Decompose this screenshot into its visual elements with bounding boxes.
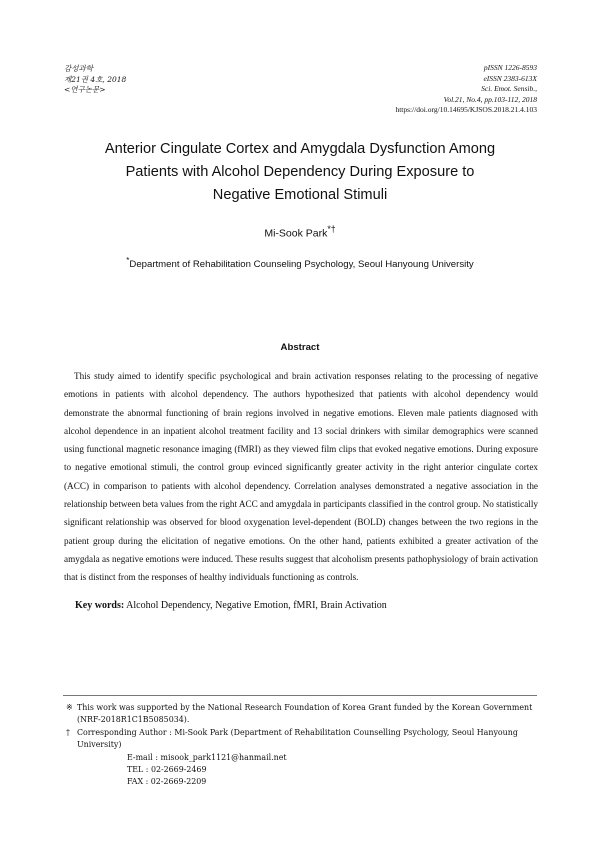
affiliation-text: Department of Rehabilitation Counseling Psychology, Seoul Hanyoung University [129,259,474,271]
title-line-3: Negative Emotional Stimuli [212,187,388,203]
title-line-1: Anterior Cingulate Cortex and Amygdala Dysfunction Among [104,141,496,157]
author-name: Mi-Sook Park [264,227,328,240]
abstract-heading: Abstract [280,342,320,353]
title-line-2: Patients with Alcohol Dependency During Exposure to [125,164,475,180]
paper-title [60,138,540,207]
corresponding-tel: TEL : 02-2669-2469 [127,765,207,775]
journal-name-kr: 감성과학 [64,64,93,73]
journal-volume-kr: 제21권 4호, 2018 [64,74,127,84]
keywords-text: Alcohol Dependency, Negative Emotion, fMRI, Brain Activation [126,600,387,611]
corresponding-mark: † [66,727,70,737]
corresponding-email[interactable]: E-mail : misook_park1121@hanmail.net [127,752,287,762]
journal-header-left [64,64,126,96]
funding-line-2: (NRF-2018R1C1B5085034). [77,715,190,725]
author-line [0,224,600,240]
volume-pages: Vol.21, No.4, pp.103-112, 2018 [443,94,537,104]
affiliation [0,256,600,270]
corresponding-author: Corresponding Author : Mi-Sook Park (Department of Rehabilitation Counselling Psychology, Seoul Hanyoung University) [77,727,518,750]
affiliation-mark: * [126,256,130,265]
funding-mark: ※ [66,703,73,712]
funding-line-1: This work was supported by the National Research Foundation of Korea Grant funded by the Korean Government [77,703,533,712]
funding-footnote [66,702,538,727]
eissn: eISSN 2383-613X [483,73,537,83]
abstract-body: This study aimed to identify specific psychological and brain activation responses relating to the processing of negative emotions in patients with alcohol dependency. The authors hypothesized that patients with alcohol dependency would demonstrate the abnormal functioning of brain regions involved in negative emotions. Eleven male patients diagnosed with alcohol dependence in an inpatient alcohol treatment facility and 13 social drinkers with similar demographics were scanned using functional magnetic resonance imaging (fMRI) as they viewed film clips that evoked negative emotions. During exposure to negative emotional stimuli, the control group evinced significantly greater activity in the right anterior cingulate cortex (ACC) in comparison to patients with alcohol dependency. Correlation analyses demonstrated a negative association in the relationship between beta values from the right ACC and amygdala in participants classified in the control group. No statistically significant relationship was observed for blood oxygenation level-dependent (BOLD) changes between the two regions in the patient group during the elicitation of negative emotions. On the other hand, patients exhibited a greater activation of the amygdala as negative emotions were induced. These results suggest that alcoholism presents pathophysiology of brain activation that is distinct from the responses of healthy individuals functioning as controls. [64,371,538,583]
author-mark: *† [327,224,336,234]
footnotes [66,702,538,789]
corresponding-footnote [66,727,538,789]
pissn: pISSN 1226-8593 [483,63,537,72]
journal-header-right [395,63,537,116]
article-type-kr: <연구논문> [64,85,106,94]
corresponding-fax: FAX : 02-2669-2209 [127,777,207,787]
journal-name-en: Sci. Emot. Sensib., [481,84,537,93]
keywords [75,600,387,611]
footnote-divider [63,695,537,696]
doi-link[interactable]: https://doi.org/10.14695/KJSOS.2018.21.4.103 [395,105,537,114]
keywords-label: Key words: [75,600,125,611]
